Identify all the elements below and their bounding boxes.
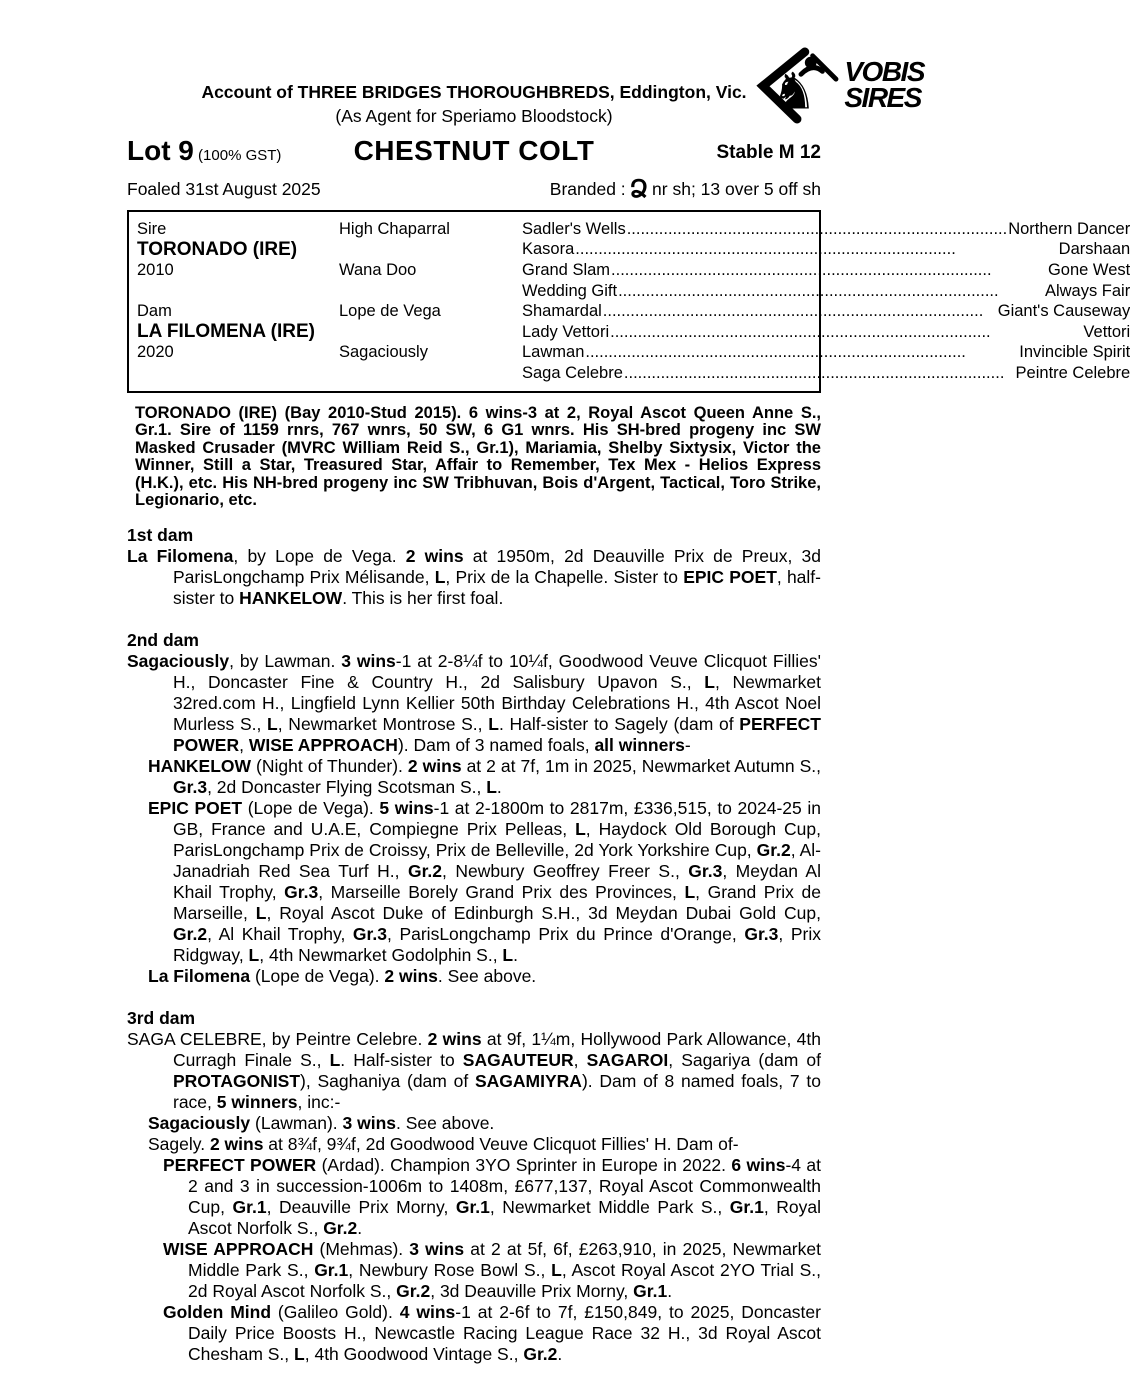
logo-line1: VOBIS bbox=[844, 56, 924, 88]
dam-of-dam: Sagaciously bbox=[339, 343, 428, 362]
pedigree-paragraph: WISE APPROACH (Mehmas). 3 wins at 2 at 5f, 6f, £263,910, in 2025, Newmarket Middle Park S., Gr.1, Newbury Rose Bowl S., L, Ascot Royal Ascot 2YO Trial S., 2d Royal Ascot Norfolk S., Gr.2, 3d Deauville Prix Morny, Gr.1. bbox=[163, 1238, 821, 1301]
dam-of-sire: Wana Doo bbox=[339, 260, 417, 279]
ancestor-right: Invincible Spirit bbox=[1019, 343, 1130, 362]
pedigree-paragraph: HANKELOW (Night of Thunder). 2 wins at 2 at 7f, 1m in 2025, Newmarket Autumn S., Gr.3, 2d Doncaster Flying Scotsman S., L. bbox=[148, 755, 821, 797]
ancestor-row bbox=[522, 323, 1130, 342]
ancestor-right: Peintre Celebre bbox=[1015, 363, 1130, 382]
dam-label: Dam bbox=[137, 302, 172, 321]
ancestor-row bbox=[522, 220, 1130, 239]
ancestor-right: Vettori bbox=[1083, 322, 1130, 341]
ancestor-row bbox=[522, 261, 1130, 280]
ancestor-left: Sadler's Wells bbox=[522, 219, 626, 238]
sire-of-dam: Lope de Vega bbox=[339, 302, 441, 321]
sire-name: TORONADO (IRE) bbox=[137, 238, 298, 260]
ancestor-row bbox=[522, 364, 1130, 383]
ancestor-row bbox=[522, 302, 1130, 321]
section-heading-first-dam: 1st dam bbox=[127, 524, 194, 545]
sire-year: 2010 bbox=[137, 260, 174, 279]
ancestor-left: Kasora bbox=[522, 240, 575, 259]
leader-dots bbox=[584, 343, 1019, 362]
stable-label: Stable M 12 bbox=[716, 142, 821, 163]
ancestor-left: Lady Vettori bbox=[522, 322, 610, 341]
ancestor-left: Lawman bbox=[522, 343, 585, 362]
leader-dots bbox=[574, 240, 1058, 259]
logo-line2: SIRES bbox=[844, 82, 921, 113]
ancestor-right: Gone West bbox=[1047, 260, 1130, 279]
ancestor-right: Northern Dancer bbox=[1008, 219, 1130, 238]
ancestor-right: Darshaan bbox=[1058, 240, 1130, 259]
pedigree-table bbox=[127, 210, 1130, 393]
ancestor-right: Always Fair bbox=[1044, 281, 1130, 300]
ancestor-row bbox=[522, 343, 1130, 362]
ancestor-left: Wedding Gift bbox=[522, 281, 618, 300]
pedigree-paragraph: EPIC POET (Lope de Vega). 5 wins-1 at 2-1800m to 2817m, £336,515, to 2024-25 in GB, France and U.A.E, Compiegne Prix Pelleas, L, Haydock Old Borough Cup, ParisLongchamp Prix de Croissy, Prix de Belleville, 2d York Yorkshire Cup, Gr.2, Al-Janadriah Red Sea Turf H., Gr.2, Newbury Geoffrey Freer S., Gr.3, Meydan Al Khail Trophy, Gr.3, Marseille Borely Grand Prix des Provinces, L, Grand Prix de Marseille, L, Royal Ascot Duke of Edinburgh S.H., 3d Meydan Dubai Gold Cup, Gr.2, Al Khail Trophy, Gr.3, ParisLongchamp Prix du Prince d'Orange, Gr.3, Prix Ridgway, L, 4th Newmarket Godolphin S., L. bbox=[148, 797, 821, 965]
leader-dots bbox=[626, 220, 1009, 239]
foaled-date: Foaled 31st August 2025 bbox=[127, 179, 321, 199]
ancestor-row bbox=[522, 282, 1130, 301]
pedigree-paragraph: Sagaciously (Lawman). 3 wins. See above. bbox=[148, 1112, 495, 1133]
lot-number: Lot 9 bbox=[127, 135, 194, 166]
ancestor-right: Giant's Causeway bbox=[997, 302, 1130, 321]
leader-dots bbox=[602, 302, 998, 321]
horse-glyph: ♞ bbox=[772, 62, 818, 120]
sire-of-sire: High Chaparral bbox=[339, 219, 450, 238]
section-heading-second-dam: 2nd dam bbox=[127, 629, 199, 650]
pedigree-paragraph: PERFECT POWER (Ardad). Champion 3YO Sprinter in Europe in 2022. 6 wins-4 at 2 and 3 in succession-1006m to 1408m, £677,137, Royal Ascot Commonwealth Cup, Gr.1, Deauville Prix Morny, Gr.1, Newmarket Middle Park S., Gr.1, Royal Ascot Norfolk S., Gr.2. bbox=[163, 1154, 821, 1238]
logo-text bbox=[844, 56, 924, 113]
lot-row bbox=[127, 133, 821, 167]
ancestor-left: Grand Slam bbox=[522, 260, 611, 279]
pedigree-paragraph: SAGA CELEBRE, by Peintre Celebre. 2 wins at 9f, 1¼m, Hollywood Park Allowance, 4th Curragh Finale S., L. Half-sister to SAGAUTEUR, SAGAROI, Sagariya (dam of PROTAGONIST), Saghaniya (dam of SAGAMIYRA). Dam of 8 named foals, 7 to race, 5 winners, inc:- bbox=[127, 1028, 821, 1112]
pedigree-paragraph: Sagely. 2 wins at 8¾f, 9¾f, 2d Goodwood Veuve Clicquot Fillies' H. Dam of- bbox=[148, 1133, 739, 1154]
branded-prefix: Branded : bbox=[549, 179, 626, 199]
agent-line: (As Agent for Speriamo Bloodstock) bbox=[335, 106, 613, 126]
leader-dots bbox=[617, 282, 1045, 301]
dam-name: LA FILOMENA (IRE) bbox=[137, 321, 316, 343]
ancestor-row bbox=[522, 240, 1130, 259]
foaled-row bbox=[127, 176, 821, 203]
account-line: Account of THREE BRIDGES THOROUGHBREDS, Eddington, Vic. bbox=[201, 82, 747, 102]
section-heading-third-dam: 3rd dam bbox=[127, 1007, 196, 1028]
pedigree-paragraph: La Filomena, by Lope de Vega. 2 wins at 1950m, 2d Deauville Prix de Preux, 3d ParisLongchamp Prix Mélisande, L, Prix de la Chapelle. Sister to EPIC POET, half-sister to HANKELOW. This is her first foal. bbox=[127, 545, 821, 608]
leader-dots bbox=[623, 364, 1016, 383]
branded-suffix: nr sh; 13 over 5 off sh bbox=[652, 179, 821, 199]
pedigree-paragraph: La Filomena (Lope de Vega). 2 wins. See above. bbox=[148, 965, 537, 986]
leader-dots bbox=[610, 261, 1048, 280]
dam-year: 2020 bbox=[137, 343, 174, 362]
pedigree-paragraph: Sagaciously, by Lawman. 3 wins-1 at 2-8¼f to 10¼f, Goodwood Veuve Clicquot Fillies' H., Doncaster Fine & Country H., 2d Salisbury Upavon S., L, Newmarket 32red.com H., Lingfield Lynn Kellier 50th Birthday Celebrations H., 4th Ascot Noel Murless S., L, Newmarket Montrose S., L. Half-sister to Sagely (dam of PERFECT POWER, WISE APPROACH). Dam of 3 named foals, all winners- bbox=[127, 650, 822, 755]
ancestor-left: Shamardal bbox=[522, 302, 602, 321]
sire-label: Sire bbox=[137, 219, 167, 238]
ancestor-left: Saga Celebre bbox=[522, 363, 623, 382]
gst-note: (100% GST) bbox=[193, 147, 282, 164]
sire-summary: TORONADO (IRE) (Bay 2010-Stud 2015). 6 wins-3 at 2, Royal Ascot Queen Anne S., Gr.1. Sire of 1159 rnrs, 767 wnrs, 50 SW, 6 G1 wnrs. His SH-bred progeny inc SW Masked Crusader (MVRC William Reid S., Gr.1), Mariamia, Shelby Sixtysix, Victor the Winner, Still a Star, Treasured Star, Affair to Remember, Tex Mex - Helios Express (H.K.), etc. His NH-bred progeny inc SW Tribhuvan, Bois d'Argent, Tactical, Toro Strike, Legionario, etc. bbox=[135, 403, 821, 510]
branded-line bbox=[549, 176, 821, 203]
brand-mark-icon: Ձ bbox=[629, 176, 649, 203]
leader-dots bbox=[609, 323, 1083, 342]
pedigree-paragraph: Golden Mind (Galileo Gold). 4 wins-1 at 2-6f to 7f, £150,849, to 2025, Doncaster Daily Price Boosts H., Newcastle Racing League Race 32 H., 3d Royal Ascot Chesham S., L, 4th Goodwood Vintage S., Gr.2. bbox=[163, 1301, 821, 1364]
horse-title: CHESTNUT COLT bbox=[353, 135, 595, 166]
